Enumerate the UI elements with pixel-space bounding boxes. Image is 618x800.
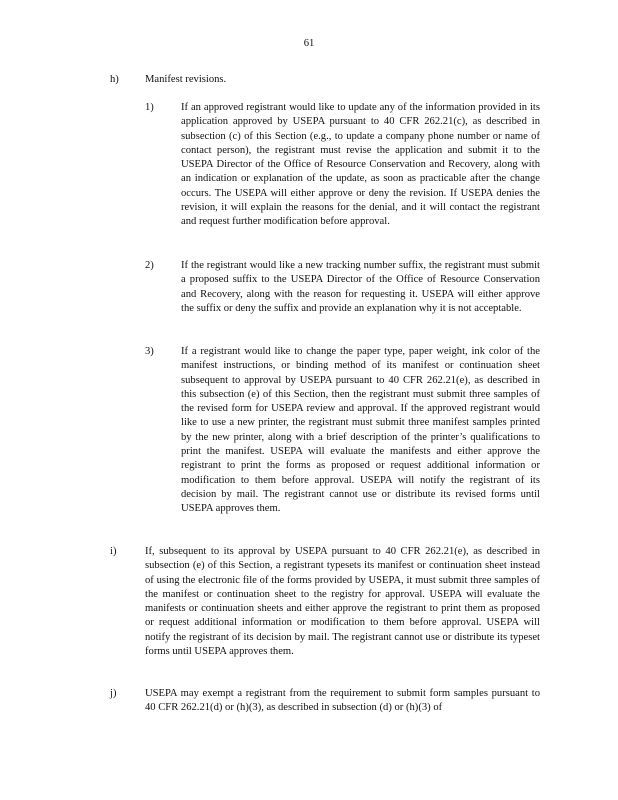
item-i-text: If, subsequent to its approval by USEPA pursuant to 40 CFR 262.21(e), as described in subsection (e) of this Section, a registrant typesets its manifest or continuation sheet instead of using the electronic file of the forms provided by USEPA, it must submit three samples of the manifest or continuation sheet to the registry for approval. USEPA will evaluate the manifests or continuation sheets and either approve the registrant to print them as proposed or request additional information or modification to them before approval. USEPA will notify the registrant of its decision by mail. The registrant cannot use or distribute its typeset forms until USEPA approves them.: [145, 546, 540, 658]
item-h-heading: Manifest revisions.: [145, 74, 227, 85]
page-number: 61: [303, 38, 315, 49]
item-h2-text: If the registrant would like a new tracking number suffix, the registrant must submit a proposed suffix to the USEPA Director of the Office of Resource Conservation and Recovery, along with the reason for requesting it. USEPA will either approve the suffix or deny the suffix and provide an explanation why it is not acceptable.: [181, 260, 540, 314]
item-h3-label: 3): [145, 346, 154, 357]
item-h1-text: If an approved registrant would like to update any of the information provided in its application approved by USEPA pursuant to 40 CFR 262.21(c), as described in subsection (c) of this Section (e.g., to update a company phone number or name of contact person), the registrant must revise the application and submit it to the USEPA Director of the Office of Resource Conservation and Recovery, along with an indication or explanation of the update, as soon as practicable after the change occurs. The USEPA will either approve or deny the revision. If USEPA denies the revision, it will explain the reasons for the denial, and it will contact the registrant and request further modification before approval.: [181, 102, 540, 228]
item-i-label: i): [110, 546, 117, 557]
item-j-text: USEPA may exempt a registrant from the requirement to submit form samples pursuant to 40 CFR 262.21(d) or (h)(3), as described in subsection (d) or (h)(3) of: [145, 688, 540, 714]
item-j-label: j): [110, 688, 117, 699]
item-h2-label: 2): [145, 260, 154, 271]
item-h3-text: If a registrant would like to change the paper type, paper weight, ink color of the manifest instructions, or binding method of its manifest or continuation sheet subsequent to approval by USEPA pursuant to 40 CFR 262.21(e), as described in this subsection (e) of this Section, then the registrant must submit three samples of the revised form for USEPA review and approval. If the approved registrant would like to use a new printer, the registrant must submit three manifest samples printed by the new printer, along with a brief description of the printer’s qualifications to print the manifest. USEPA will evaluate the manifests and either approve the registrant to print the forms as proposed or request additional information or modification to them before approval. USEPA will notify the registrant of its decision by mail. The registrant cannot use or distribute its revised forms until USEPA approves them.: [181, 346, 540, 515]
item-h1-label: 1): [145, 102, 154, 113]
item-h-label: h): [110, 74, 119, 85]
